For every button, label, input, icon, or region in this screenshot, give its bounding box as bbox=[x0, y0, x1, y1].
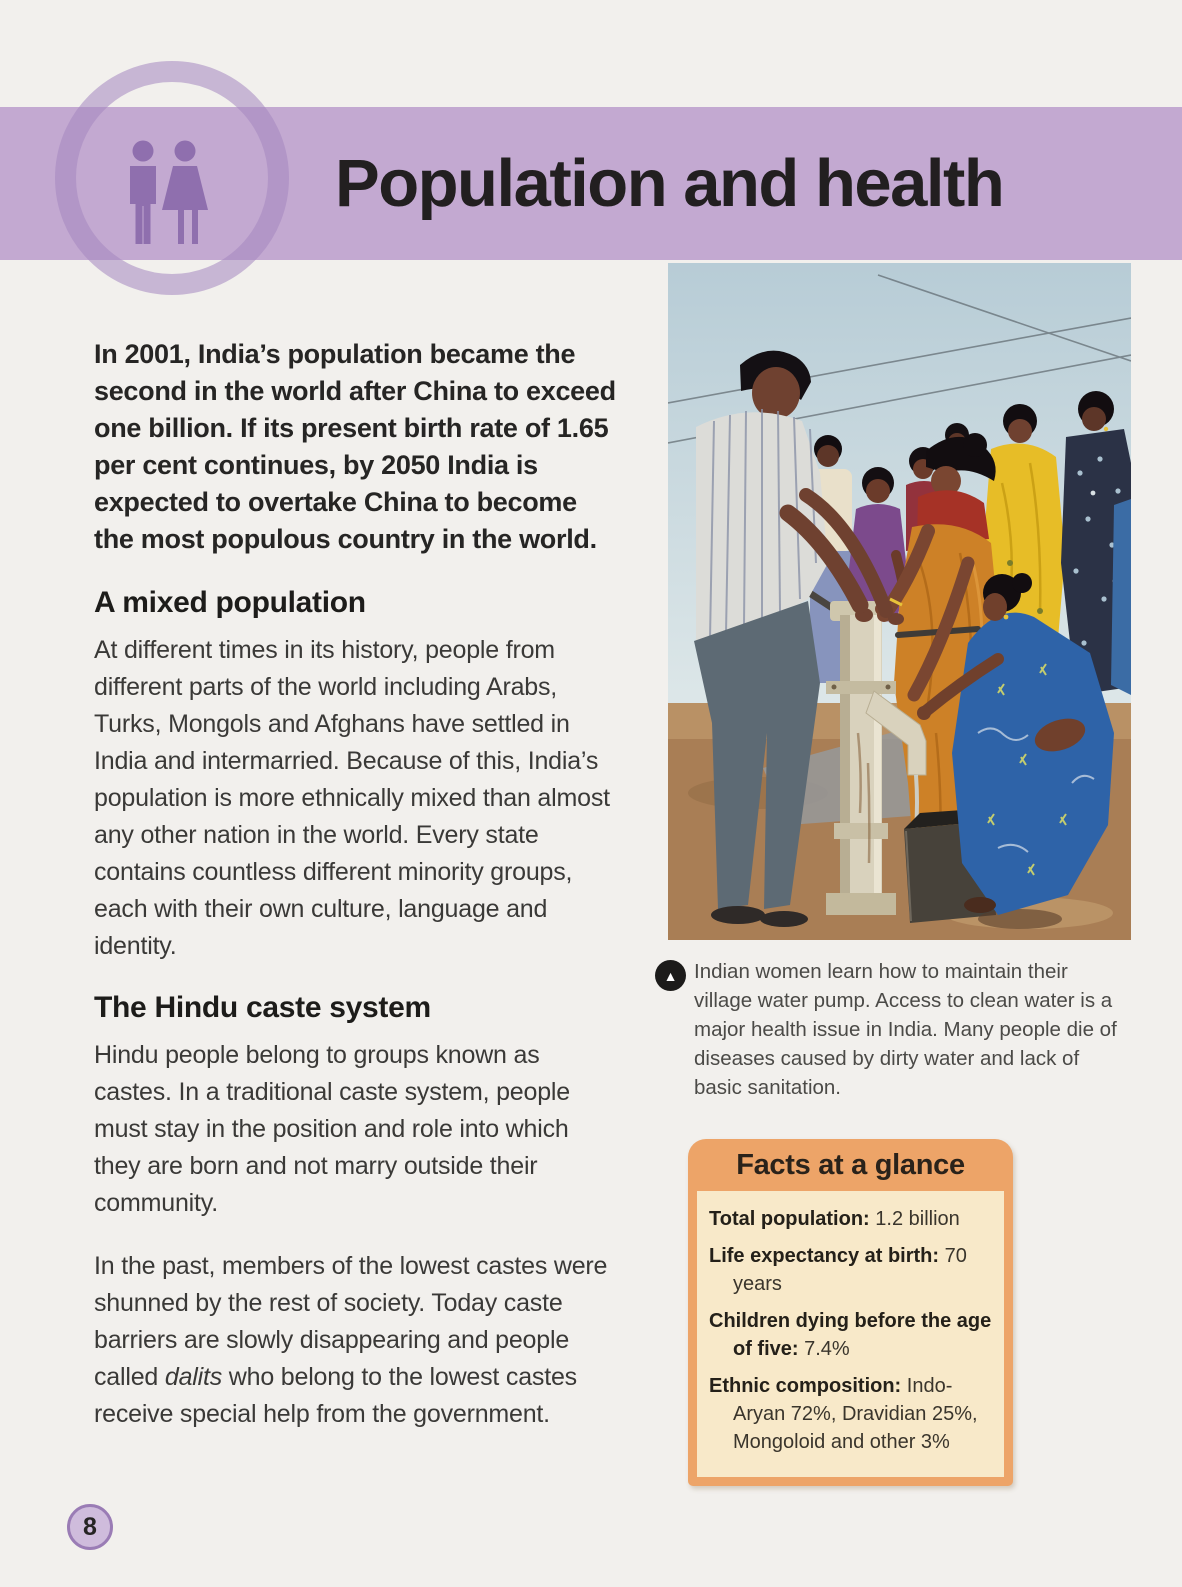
fact-item bbox=[709, 1242, 992, 1298]
body-paragraph: At different times in its history, people from different parts of the world including Arabs, Turks, Mongols and Afghans have settled in India and intermarried. Because of this, India’s population is more ethnically mixed than almost any other nation in the world. Every state contains countless different minority groups, each with their own culture, language and identity. bbox=[94, 636, 610, 960]
fact-value: 1.2 billion bbox=[875, 1208, 960, 1230]
fact-item bbox=[709, 1372, 992, 1456]
body-paragraph: Hindu people belong to groups known as castes. In a traditional caste system, people must stay in the position and role into which they are born and not marry outside their community. bbox=[94, 1041, 570, 1217]
facts-box bbox=[688, 1139, 1013, 1486]
photo-caption-row bbox=[655, 957, 1117, 1102]
body-paragraph: In the past, members of the lowest castes were shunned by the rest of society. Today caste barriers are slowly disappearing and people called dalits who belong to the lowest castes receive special help from the government. bbox=[94, 1252, 608, 1428]
fact-value: 7.4% bbox=[804, 1338, 850, 1360]
article-sections bbox=[94, 586, 621, 1433]
page-title: Population and health bbox=[335, 146, 1004, 221]
section-heading: The Hindu caste system bbox=[94, 991, 431, 1024]
triangle-up-icon: ▲ bbox=[655, 960, 686, 991]
fact-value: Indo-Aryan 72%, Dravidian 25%, Mongoloid and other 3% bbox=[733, 1375, 978, 1453]
fact-label: Life expectancy at birth: bbox=[709, 1245, 945, 1267]
facts-list bbox=[697, 1191, 1004, 1477]
fact-label: Ethnic composition: bbox=[709, 1375, 907, 1397]
fact-item bbox=[709, 1307, 992, 1363]
photo-caption: Indian women learn how to maintain their village water pump. Access to clean water is a major health issue in India. Many people die of diseases caused by dirty water and lack of basic sanitation. bbox=[694, 960, 1117, 1099]
fact-item bbox=[709, 1205, 992, 1233]
man-woman-icon bbox=[122, 133, 218, 255]
facts-box-title: Facts at a glance bbox=[736, 1148, 965, 1181]
fact-label: Total population: bbox=[709, 1208, 876, 1230]
page-number-badge: 8 bbox=[67, 1504, 113, 1550]
photo-water-pump bbox=[668, 263, 1131, 940]
intro-paragraph: In 2001, India’s population became the second in the world after China to exceed one billion. If its present birth rate of 1.65 per cent continues, by 2050 India is expected to overtake China to become the most populous country in the world. bbox=[94, 339, 616, 554]
article-column bbox=[94, 336, 621, 1459]
section-heading: A mixed population bbox=[94, 586, 366, 619]
fact-value: 70 years bbox=[733, 1245, 967, 1295]
fact-label: Children dying before the age of five: bbox=[709, 1310, 992, 1360]
